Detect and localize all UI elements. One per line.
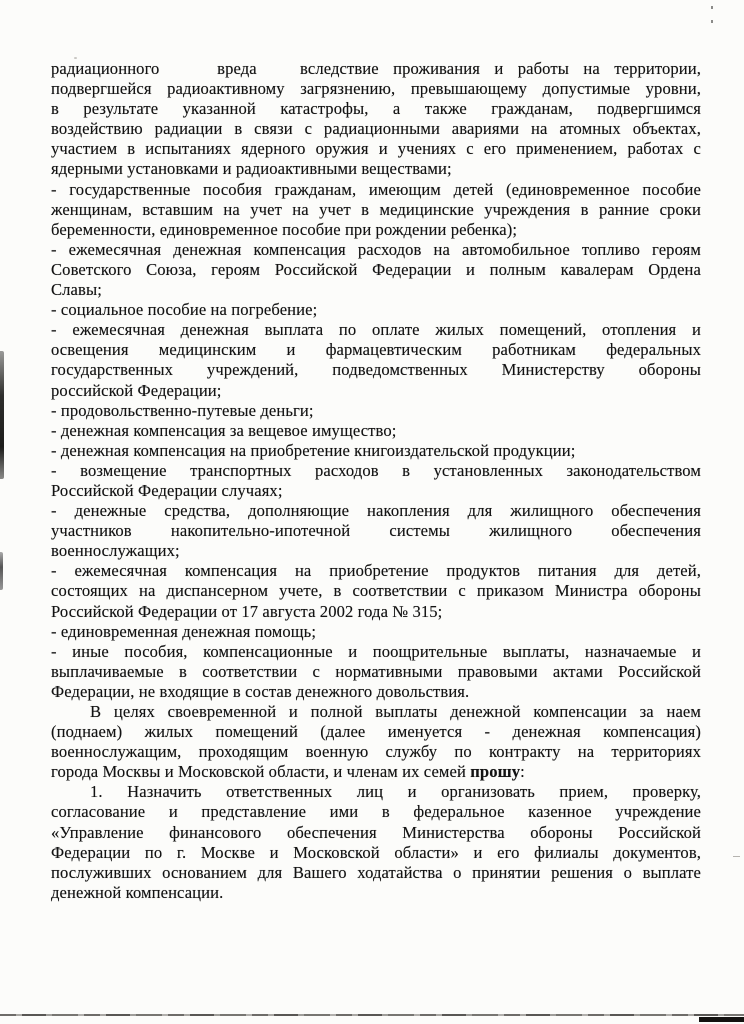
text-line: Российской Федерации от 17 августа 2002 года № 315; <box>51 601 443 621</box>
text-line: государственных учреждений, подведомственных Министерству обороны <box>51 360 701 380</box>
text-line: воздействию радиации в связи с радиационными авариями на атомных объектах, <box>51 119 701 139</box>
text-line: состоящих на диспансерном учете, в соответствии с приказом Министра обороны <box>51 581 701 601</box>
text-line: участием в испытаниях ядерного оружия и учениях с его применением, работах с <box>51 139 701 159</box>
text-line: - ежемесячная компенсация на приобретение продуктов питания для детей, <box>51 561 701 581</box>
text-line: Советского Союза, героям Российской Федерации и полным кавалерам Ордена <box>51 259 701 279</box>
scan-speck <box>74 57 77 59</box>
text-line: послуживших основанием для Вашего ходатайства о принятии решения о выплате <box>51 862 701 882</box>
text-line: «Управление финансового обеспечения Министерства обороны Российской <box>51 822 701 842</box>
text-line: подвергшейся радиоактивному загрязнению, превышающему допустимые уровни, <box>51 79 701 99</box>
text-line: Федерации по г. Москве и Московской области» и его филиалы документов, <box>51 842 701 862</box>
text-line: 1. Назначить ответственных лиц и организовать прием, проверку, <box>90 782 701 802</box>
text-line: - возмещение транспортных расходов в установленных законодательством <box>51 460 701 480</box>
scan-bottom-edge-line <box>0 1014 744 1016</box>
text-line: - денежная компенсация на приобретение книгоиздательской продукции; <box>51 440 576 460</box>
text-line: - единовременная денежная помощь; <box>51 621 317 641</box>
text-line: беременности, единовременное пособие при рождении ребенка); <box>51 219 518 239</box>
text-line: - ежемесячная денежная выплата по оплате жилых помещений, отопления и <box>51 320 701 340</box>
text-line: Славы; <box>51 280 102 300</box>
text-line: Российской Федерации случаях; <box>51 480 283 500</box>
text-line: города Москвы и Московской области, и членам их семей прошу: <box>51 762 525 782</box>
text-line: российской Федерации; <box>51 380 222 400</box>
text-line: - денежная компенсация за вещевое имущество; <box>51 420 397 440</box>
text-line: согласование и представление ими в федеральное казенное учреждение <box>51 802 701 822</box>
document-text <box>51 59 701 903</box>
scan-left-edge-artifact <box>0 351 4 479</box>
text-line: - социальное пособие на погребение; <box>51 300 318 320</box>
text-line: - денежные средства, дополняющие накопления для жилищного обеспечения <box>51 501 701 521</box>
text-line: военнослужащих; <box>51 541 180 561</box>
text-line: военнослужащим, проходящим военную службу по контракту на территориях <box>51 742 701 762</box>
text-line: - иные пособия, компенсационные и поощрительные выплаты, назначаемые и <box>51 641 701 661</box>
text-line: в результате указанной катастрофы, а также гражданам, подвергшимся <box>51 99 701 119</box>
text-line: (поднаем) жилых помещений (далее именуется - денежная компенсация) <box>51 722 701 742</box>
text-line: женщинам, вставшим на учет на учет в медицинские учреждения в ранние сроки <box>51 199 701 219</box>
text-line: Федерации, не входящие в состав денежного довольствия. <box>51 681 470 701</box>
scan-speck <box>733 856 740 857</box>
text-line: - продовольственно-путевые деньги; <box>51 400 314 420</box>
scan-left-edge-artifact <box>0 552 3 590</box>
text-line: радиационного вреда вследствие проживания и работы на территории, <box>51 59 701 78</box>
text-line: освещения медицинским и фармацевтическим работникам федеральных <box>51 340 701 360</box>
text-line: денежной компенсации. <box>51 882 224 902</box>
text-line: - ежемесячная денежная компенсация расходов на автомобильное топливо героям <box>51 239 701 259</box>
text-line: участников накопительно-ипотечной системы жилищного обеспечения <box>51 521 701 541</box>
text-line: - государственные пособия гражданам, имеющим детей (единовременное пособие <box>51 179 701 199</box>
text-line: ядерными установками и радиоактивными веществами; <box>51 159 452 179</box>
scan-bottom-corner-mark <box>699 1017 744 1022</box>
text-line: выплачиваемые в соответствии с нормативными правовыми актами Российской <box>51 661 701 681</box>
text-line: В целях своевременной и полной выплаты денежной компенсации за наем <box>90 702 701 721</box>
scan-speck <box>711 6 713 23</box>
